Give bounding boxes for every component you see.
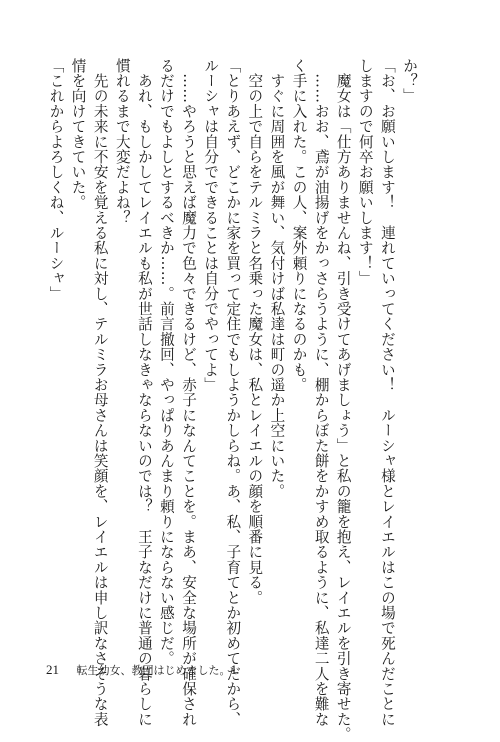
text-line: ルーシャは自分でできることは自分でやってよ」	[202, 58, 220, 393]
text-line: 「これからよろしくね、ルーシャ」	[47, 58, 65, 302]
page-footer	[46, 662, 238, 678]
text-line: 魔女は「仕方ありませんね、引き受けてあげましょう」と私の籠を抱え、レイエルを引き寄せた。	[334, 58, 352, 742]
text-line: 空の上で自らをテルミラと名乗った魔女は、私とレイエルの顔を順番に見る。	[246, 58, 264, 606]
text-line: すぐに周囲を風が舞い、気付けば私達は町の遥か上空にいた。	[268, 58, 286, 499]
text-line: ……おお、鳶が油揚げをかっさらうように、棚からぼた餅をかすめ取るように、私達二人を難な	[312, 58, 330, 727]
text-line: く手に入れた。この人、案外頼りになるのかも。	[290, 58, 308, 393]
text-line: るだけでもよしとするべきか……。前言撤回、やっぱりあんまり頼りにならない感じだ。	[157, 58, 175, 666]
text-line: 慣れるまで大変だよね？	[113, 58, 131, 226]
page-number: 21	[46, 662, 59, 677]
text-line: あれ、もしかしてレイエルも私が世話しなきゃならないのでは？ 王子なだけに普通の暮らしに	[135, 58, 153, 727]
text-line: 情を向けてきていた。	[69, 58, 87, 210]
text-line: ……やろうと思えば魔力で色々できるけど、赤子になんてことを。まあ、安全な場所が確保され	[180, 58, 198, 727]
text-line: 「お、お願いします！ 連れていってください！ ルーシャ様とレイエルはこの場で死んだことに	[378, 58, 396, 727]
text-line: か？」	[401, 58, 418, 104]
text-line: 「とりあえず、どこかに家を買って定住でもしようかしらね。あ、私、子育てとか初めてだから、	[224, 58, 242, 727]
book-title: 転生幼女、教団はじめました。1	[76, 664, 238, 677]
text-line: 先の未来に不安を覚える私に対し、テルミラお母さんは笑顔を、レイエルは申し訳なさそうな表	[91, 58, 109, 727]
text-line: しますので何卒お願いします！」	[356, 58, 374, 286]
